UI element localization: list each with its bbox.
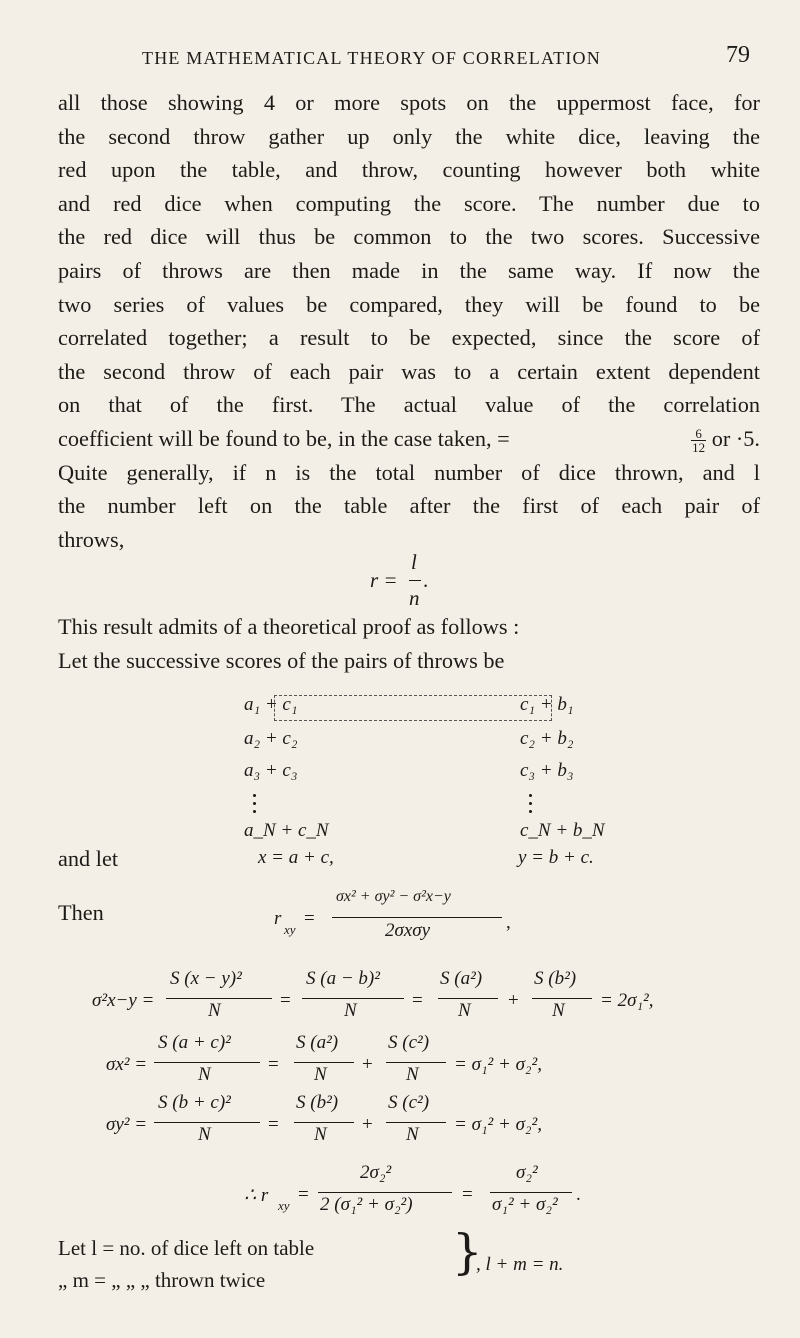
text-line: the red dice will thus be common to the two scores. Successive xyxy=(58,224,760,250)
ellipsis-dot xyxy=(253,794,256,797)
plus-sign: + xyxy=(362,1054,373,1075)
fraction-denominator: 12 xyxy=(692,440,706,456)
fraction-bar xyxy=(302,998,404,999)
frac-num: S (a + c)² xyxy=(158,1032,231,1053)
then-label: Then xyxy=(58,900,104,925)
equals-sign: = xyxy=(268,1054,279,1075)
score-left: a₂ + c₂ xyxy=(244,728,298,749)
rxy-subscript: xy xyxy=(284,922,296,937)
eq-lhs: ∴ r xyxy=(244,1185,269,1206)
fraction-bar xyxy=(318,1192,452,1193)
frac-den: σ₁² + σ₂² xyxy=(492,1194,558,1215)
frac-num: S (b + c)² xyxy=(158,1092,231,1113)
right-brace: } xyxy=(452,1224,483,1280)
rxy-denominator: 2σxσy xyxy=(385,920,431,941)
equals-sign: = xyxy=(462,1184,473,1205)
ellipsis-dot xyxy=(529,794,532,797)
fraction-bar xyxy=(438,998,498,999)
eq-lhs: r = xyxy=(370,568,398,592)
ellipsis-dot xyxy=(253,802,256,805)
frac-num: S (a − b)² xyxy=(306,968,380,989)
equals-sign: = xyxy=(304,908,315,929)
and-let-label: and let xyxy=(58,846,119,871)
fraction-bar xyxy=(490,1192,572,1193)
let-l-line: Let l = no. of dice left on table xyxy=(58,1236,315,1260)
running-title: THE MATHEMATICAL THEORY OF CORRELATION xyxy=(142,48,601,68)
fraction-bar xyxy=(386,1062,446,1063)
eq-lhs: σ²x−y = xyxy=(92,990,155,1011)
running-head xyxy=(142,34,750,74)
plus-sign: + xyxy=(508,990,519,1011)
text-line: the second throw gather up only the white dice, leaving the xyxy=(58,123,760,149)
frac-num: S (a²) xyxy=(296,1032,339,1053)
ellipsis-dot xyxy=(529,802,532,805)
rxy-subscript: xy xyxy=(278,1198,290,1213)
text-line: red upon the table, and throw, counting however both white xyxy=(58,157,760,183)
eq-numerator: l xyxy=(411,550,417,574)
frac-den: N xyxy=(314,1064,327,1085)
frac-den: 2 (σ₁² + σ₂²) xyxy=(320,1194,413,1215)
frac-den: N xyxy=(344,1000,357,1021)
l-plus-m-equals-n: , l + m = n. xyxy=(476,1254,564,1275)
text-line: Quite generally, if n is the total number of dice thrown, and l xyxy=(58,459,760,485)
eq-rhs: = 2σ₁², xyxy=(600,990,654,1011)
frac-den: N xyxy=(458,1000,471,1021)
frac-den: N xyxy=(314,1124,327,1145)
comma: , xyxy=(506,912,511,933)
text-line xyxy=(58,422,760,456)
ellipsis-dot xyxy=(253,810,256,813)
fraction-bar xyxy=(154,1062,260,1063)
score-left: a₃ + c₃ xyxy=(244,760,298,781)
fraction-numerator: 6 xyxy=(691,427,706,441)
inline-fraction xyxy=(691,427,706,454)
frac-den: N xyxy=(198,1124,211,1145)
eq-denominator: n xyxy=(409,586,420,610)
x-definition: x = a + c, xyxy=(258,847,334,868)
fraction-bar xyxy=(532,998,592,999)
frac-num: S (b²) xyxy=(534,968,577,989)
text-line: on that of the first. The actual value of the correlation xyxy=(58,392,760,418)
text-line: two series of values be compared, they will be found to be xyxy=(58,291,760,317)
highlight-box xyxy=(274,695,552,721)
y-definition: y = b + c. xyxy=(518,847,594,868)
equals-sign: = xyxy=(412,990,423,1011)
score-left: a₁ + c₁ xyxy=(244,694,298,715)
fraction-bar xyxy=(332,917,502,918)
eq-end: . xyxy=(576,1184,581,1205)
frac-den: N xyxy=(406,1124,419,1145)
text-line-part: or ·5. xyxy=(711,425,760,451)
eq-rhs: = σ₁² + σ₂², xyxy=(454,1114,542,1135)
rxy-numerator: σx² + σy² − σ²x−y xyxy=(336,888,451,905)
frac-num: S (b²) xyxy=(296,1092,339,1113)
frac-num: S (a²) xyxy=(440,968,483,989)
frac-den: N xyxy=(552,1000,565,1021)
paragraph-1 xyxy=(58,86,760,556)
text-line: correlated together; a result to be expected, since the score of xyxy=(58,325,760,351)
para2-line1: This result admits of a theoretical proof as follows : xyxy=(58,614,520,639)
fraction-bar xyxy=(294,1122,354,1123)
eq-lhs: σx² = xyxy=(106,1054,148,1075)
score-right: c₃ + b₃ xyxy=(520,760,574,781)
text-line: the number left on the table after the first of each pair of xyxy=(58,493,760,519)
text-line: all those showing 4 or more spots on the uppermost face, for xyxy=(58,90,760,115)
equals-sign: = xyxy=(298,1184,309,1205)
fraction-bar xyxy=(409,580,421,581)
fraction-bar xyxy=(166,998,272,999)
ellipsis-dot xyxy=(529,810,532,813)
fraction-bar xyxy=(294,1062,354,1063)
let-m-line: „ m = „ „ „ thrown twice xyxy=(58,1268,266,1292)
frac-num: 2σ₂² xyxy=(360,1162,392,1183)
text-line: the second throw of each pair was to a certain extent dependent xyxy=(58,358,760,384)
text-line: throws, xyxy=(58,526,125,552)
fraction-bar xyxy=(154,1122,260,1123)
frac-num: S (x − y)² xyxy=(170,968,242,989)
rxy-symbol: r xyxy=(274,908,282,929)
frac-den: N xyxy=(198,1064,211,1085)
frac-num: σ₂² xyxy=(516,1162,538,1183)
page-number: 79 xyxy=(726,42,750,68)
para2-line2: Let the successive scores of the pairs of throws be xyxy=(58,648,505,673)
frac-num: S (c²) xyxy=(388,1092,430,1113)
score-right: c₁ + b₁ xyxy=(520,694,574,715)
plus-sign: + xyxy=(362,1114,373,1135)
inline-fraction-group xyxy=(691,422,760,456)
score-right: c₂ + b₂ xyxy=(520,728,574,749)
frac-num: S (c²) xyxy=(388,1032,430,1053)
score-right: c_N + b_N xyxy=(520,820,605,841)
eq-lhs: σy² = xyxy=(106,1114,148,1135)
equals-sign: = xyxy=(268,1114,279,1135)
equals-sign: = xyxy=(280,990,291,1011)
score-left: a_N + c_N xyxy=(244,820,329,841)
text-line: and red dice when computing the score. The number due to xyxy=(58,190,760,216)
eq-rhs: = σ₁² + σ₂², xyxy=(454,1054,542,1075)
frac-den: N xyxy=(406,1064,419,1085)
fraction-bar xyxy=(386,1122,446,1123)
frac-den: N xyxy=(208,1000,221,1021)
eq-end: . xyxy=(423,568,429,592)
text-line: pairs of throws are then made in the same way. If now the xyxy=(58,257,760,283)
text-line-part: coefficient will be found to be, in the case taken, = xyxy=(58,425,510,451)
